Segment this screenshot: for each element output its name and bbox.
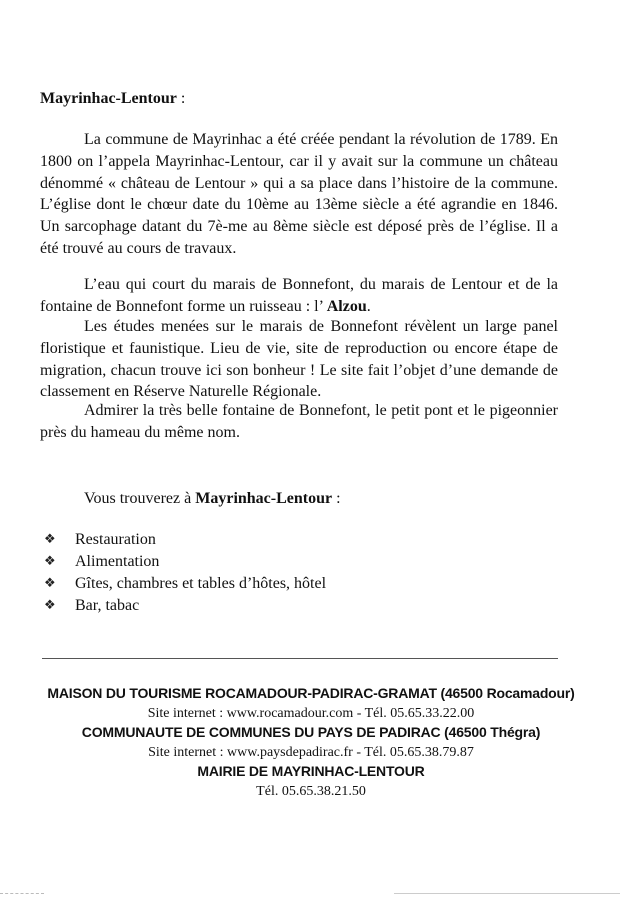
paragraph-fountain [40,400,558,444]
paragraph-alzou-text: L’eau qui court du marais de Bonnefont, du marais de Lentour et de la fontaine de Bonnefont forme un ruisseau : l’ [40,276,558,315]
footer-town-hall: MAIRIE DE MAYRINHAC-LENTOUR [197,763,425,779]
footer-tourism-contact: Site internet : www.rocamadour.com - Tél. 05.65.33.22.00 [147,705,475,721]
paragraph-alzou [40,274,558,318]
scan-edge-mark-left [0,893,44,894]
service-label: Restauration [75,531,156,548]
paragraph-alzou-end: . [366,297,371,315]
diamond-bullet-icon: ❖ [44,576,56,591]
services-intro-commune: Mayrinhac-Lentour [195,490,333,507]
river-name: Alzou [326,297,367,315]
paragraph-history-text: La commune de Mayrinhac a été créée pendant la révolution de 1789. En 1800 on l’appela Mayrinhac-Lentour, car il y avait sur la commune un château dénommé « château de Lentour » qui a sa place dans l’histoire de la commune. L’église dont le chœur date du 10ème au 13ème siècle a été agrandie en 1846. Un sarcophage datant du 7è-me au 8ème siècle est déposé près de l’église. Il a été trouvé au cours de travaux. [40,131,558,257]
paragraph-marsh-text: Les études menées sur le marais de Bonnefont révèlent un large panel floristique et faunistique. Lieu de vie, site de reproduction ou encore étape de migration, chacun trouve ici son bonheur ! Le site fait l’objet d’une demande de classement en Réserve Naturelle Régionale. [40,318,558,401]
contact-footer [0,684,622,801]
services-intro-prefix: Vous trouverez à [84,490,196,507]
list-item [44,529,326,551]
footer-town-hall-contact: Tél. 05.65.38.21.50 [256,783,366,799]
page-heading [40,89,185,109]
service-label: Bar, tabac [75,597,140,614]
list-item [44,551,326,573]
service-label: Alimentation [75,553,160,570]
list-item [44,573,326,595]
diamond-bullet-icon: ❖ [44,532,56,547]
services-intro-suffix: : [332,490,341,507]
diamond-bullet-icon: ❖ [44,598,56,613]
paragraph-fountain-text: Admirer la très belle fontaine de Bonnefont, le petit pont et le pigeonnier près du hameau du même nom. [40,402,558,441]
diamond-bullet-icon: ❖ [44,554,56,569]
scan-edge-mark-right [394,893,620,894]
footer-community: COMMUNAUTE DE COMMUNES DU PAYS DE PADIRAC (46500 Thégra) [81,724,541,740]
heading-suffix: : [176,90,186,107]
service-label: Gîtes, chambres et tables d’hôtes, hôtel [75,575,327,592]
heading-commune-name: Mayrinhac-Lentour [40,90,177,107]
footer-tourism-office: MAISON DU TOURISME ROCAMADOUR-PADIRAC-GRAMAT (46500 Rocamadour) [47,685,575,701]
services-list [44,529,326,617]
section-divider [42,658,558,659]
paragraph-history [40,129,558,260]
services-intro [84,489,341,509]
paragraph-marsh [40,316,558,403]
footer-community-contact: Site internet : www.paysdepadirac.fr - Tél. 05.65.38.79.87 [148,744,474,760]
list-item [44,595,326,617]
